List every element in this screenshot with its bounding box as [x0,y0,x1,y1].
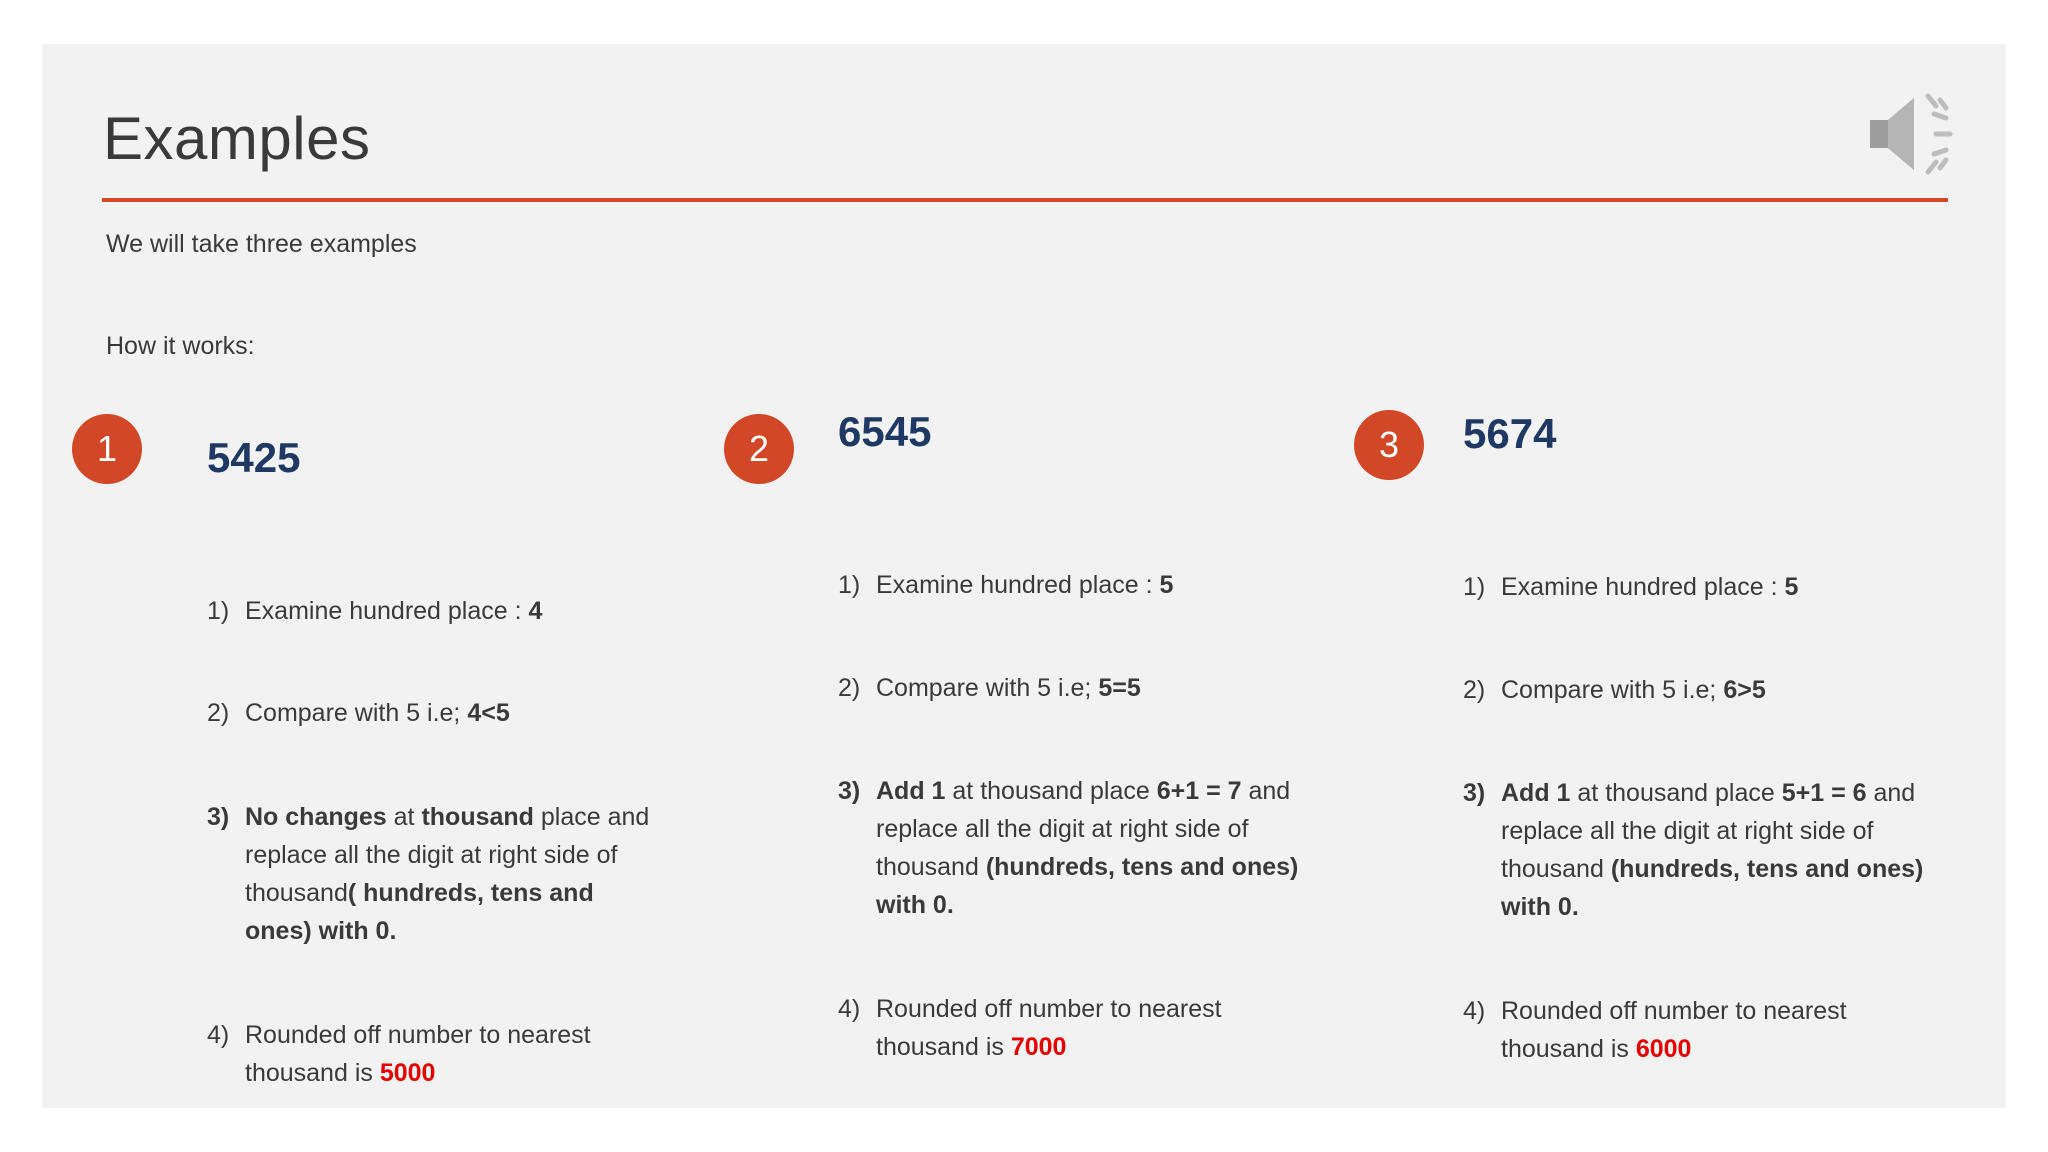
example-3-step-2 [1463,671,1933,709]
step-number: 1) [1463,573,1486,601]
speaker-icon[interactable] [1866,84,1976,184]
step-number: 2) [838,674,861,702]
step-text: and replace all the digit at right side of thousand [1501,779,1916,883]
step-number: 1) [838,571,861,599]
step-text: Rounded off number to nearest thousand is [245,1021,591,1087]
example-3-number: 5674 [1463,410,1557,457]
step-text: place and replace all the digit at right side of thousand [245,803,650,907]
step-text: Examine hundred place : [245,597,529,625]
example-3-step-3 [1463,774,1953,926]
step-text: Rounded off number to nearest thousand is [1501,997,1847,1063]
step-text: Examine hundred place : [876,571,1160,599]
intro-text: We will take three examples [106,230,417,258]
title-underline [102,198,1948,202]
step-text: Examine hundred place : [1501,573,1785,601]
example-1-step-3 [207,798,667,950]
slide [42,44,2006,1108]
example-2-badge: 2 [724,414,794,484]
step-number: 3) [1463,779,1486,807]
step-number: 2) [1463,676,1486,704]
example-2-number: 6545 [838,408,932,455]
step-value: 5 [1159,571,1174,599]
example-1-badge: 1 [72,414,142,484]
example-1-step-4 [207,1016,627,1092]
step-emphasis: 5+1 = 6 [1781,779,1867,807]
slide-title: Examples [103,105,371,172]
step-text: Compare with 5 i.e; [245,699,468,727]
result-value: 7000 [1010,1033,1067,1061]
example-2-step-4 [838,990,1258,1066]
step-number: 3) [207,803,230,831]
example-3-step-4 [1463,992,1883,1068]
step-emphasis: Add 1 [1501,779,1571,807]
result-value: 5000 [379,1059,436,1087]
step-value: 5=5 [1098,674,1141,702]
step-value: 4 [528,597,543,625]
step-number: 4) [838,995,861,1023]
step-value: 6>5 [1723,676,1766,704]
step-emphasis: thousand [421,803,534,831]
result-value: 6000 [1635,1035,1692,1063]
step-emphasis: Add 1 [876,777,946,805]
example-2-step-3 [838,772,1328,924]
step-text: at [386,803,422,831]
step-number: 4) [207,1021,230,1049]
example-3-step-1 [1463,568,1933,606]
step-number: 2) [207,699,230,727]
step-number: 3) [838,777,861,805]
step-text: at thousand place [1570,779,1782,807]
step-emphasis: 6+1 = 7 [1156,777,1242,805]
step-number: 1) [207,597,230,625]
step-text: and replace all the digit at right side of thousand [876,777,1291,881]
how-it-works-label: How it works: [106,332,255,360]
step-emphasis: No changes [245,803,387,831]
step-text: Compare with 5 i.e; [1501,676,1724,704]
example-2-step-1 [838,566,1308,604]
example-1-step-2 [207,694,677,732]
example-1-step-1 [207,592,677,630]
step-emphasis: (hundreds, tens and ones) with 0. [1501,855,1924,921]
step-value: 5 [1784,573,1799,601]
example-1-number: 5425 [207,434,301,481]
step-text: at thousand place [945,777,1157,805]
step-number: 4) [1463,997,1486,1025]
example-3-badge: 3 [1354,410,1424,480]
example-2-step-2 [838,669,1308,707]
step-text: Compare with 5 i.e; [876,674,1099,702]
step-text: Rounded off number to nearest thousand is [876,995,1222,1061]
step-value: 4<5 [467,699,510,727]
step-emphasis: ( hundreds, tens and ones) with 0. [245,879,594,945]
step-emphasis: (hundreds, tens and ones) with 0. [876,853,1299,919]
